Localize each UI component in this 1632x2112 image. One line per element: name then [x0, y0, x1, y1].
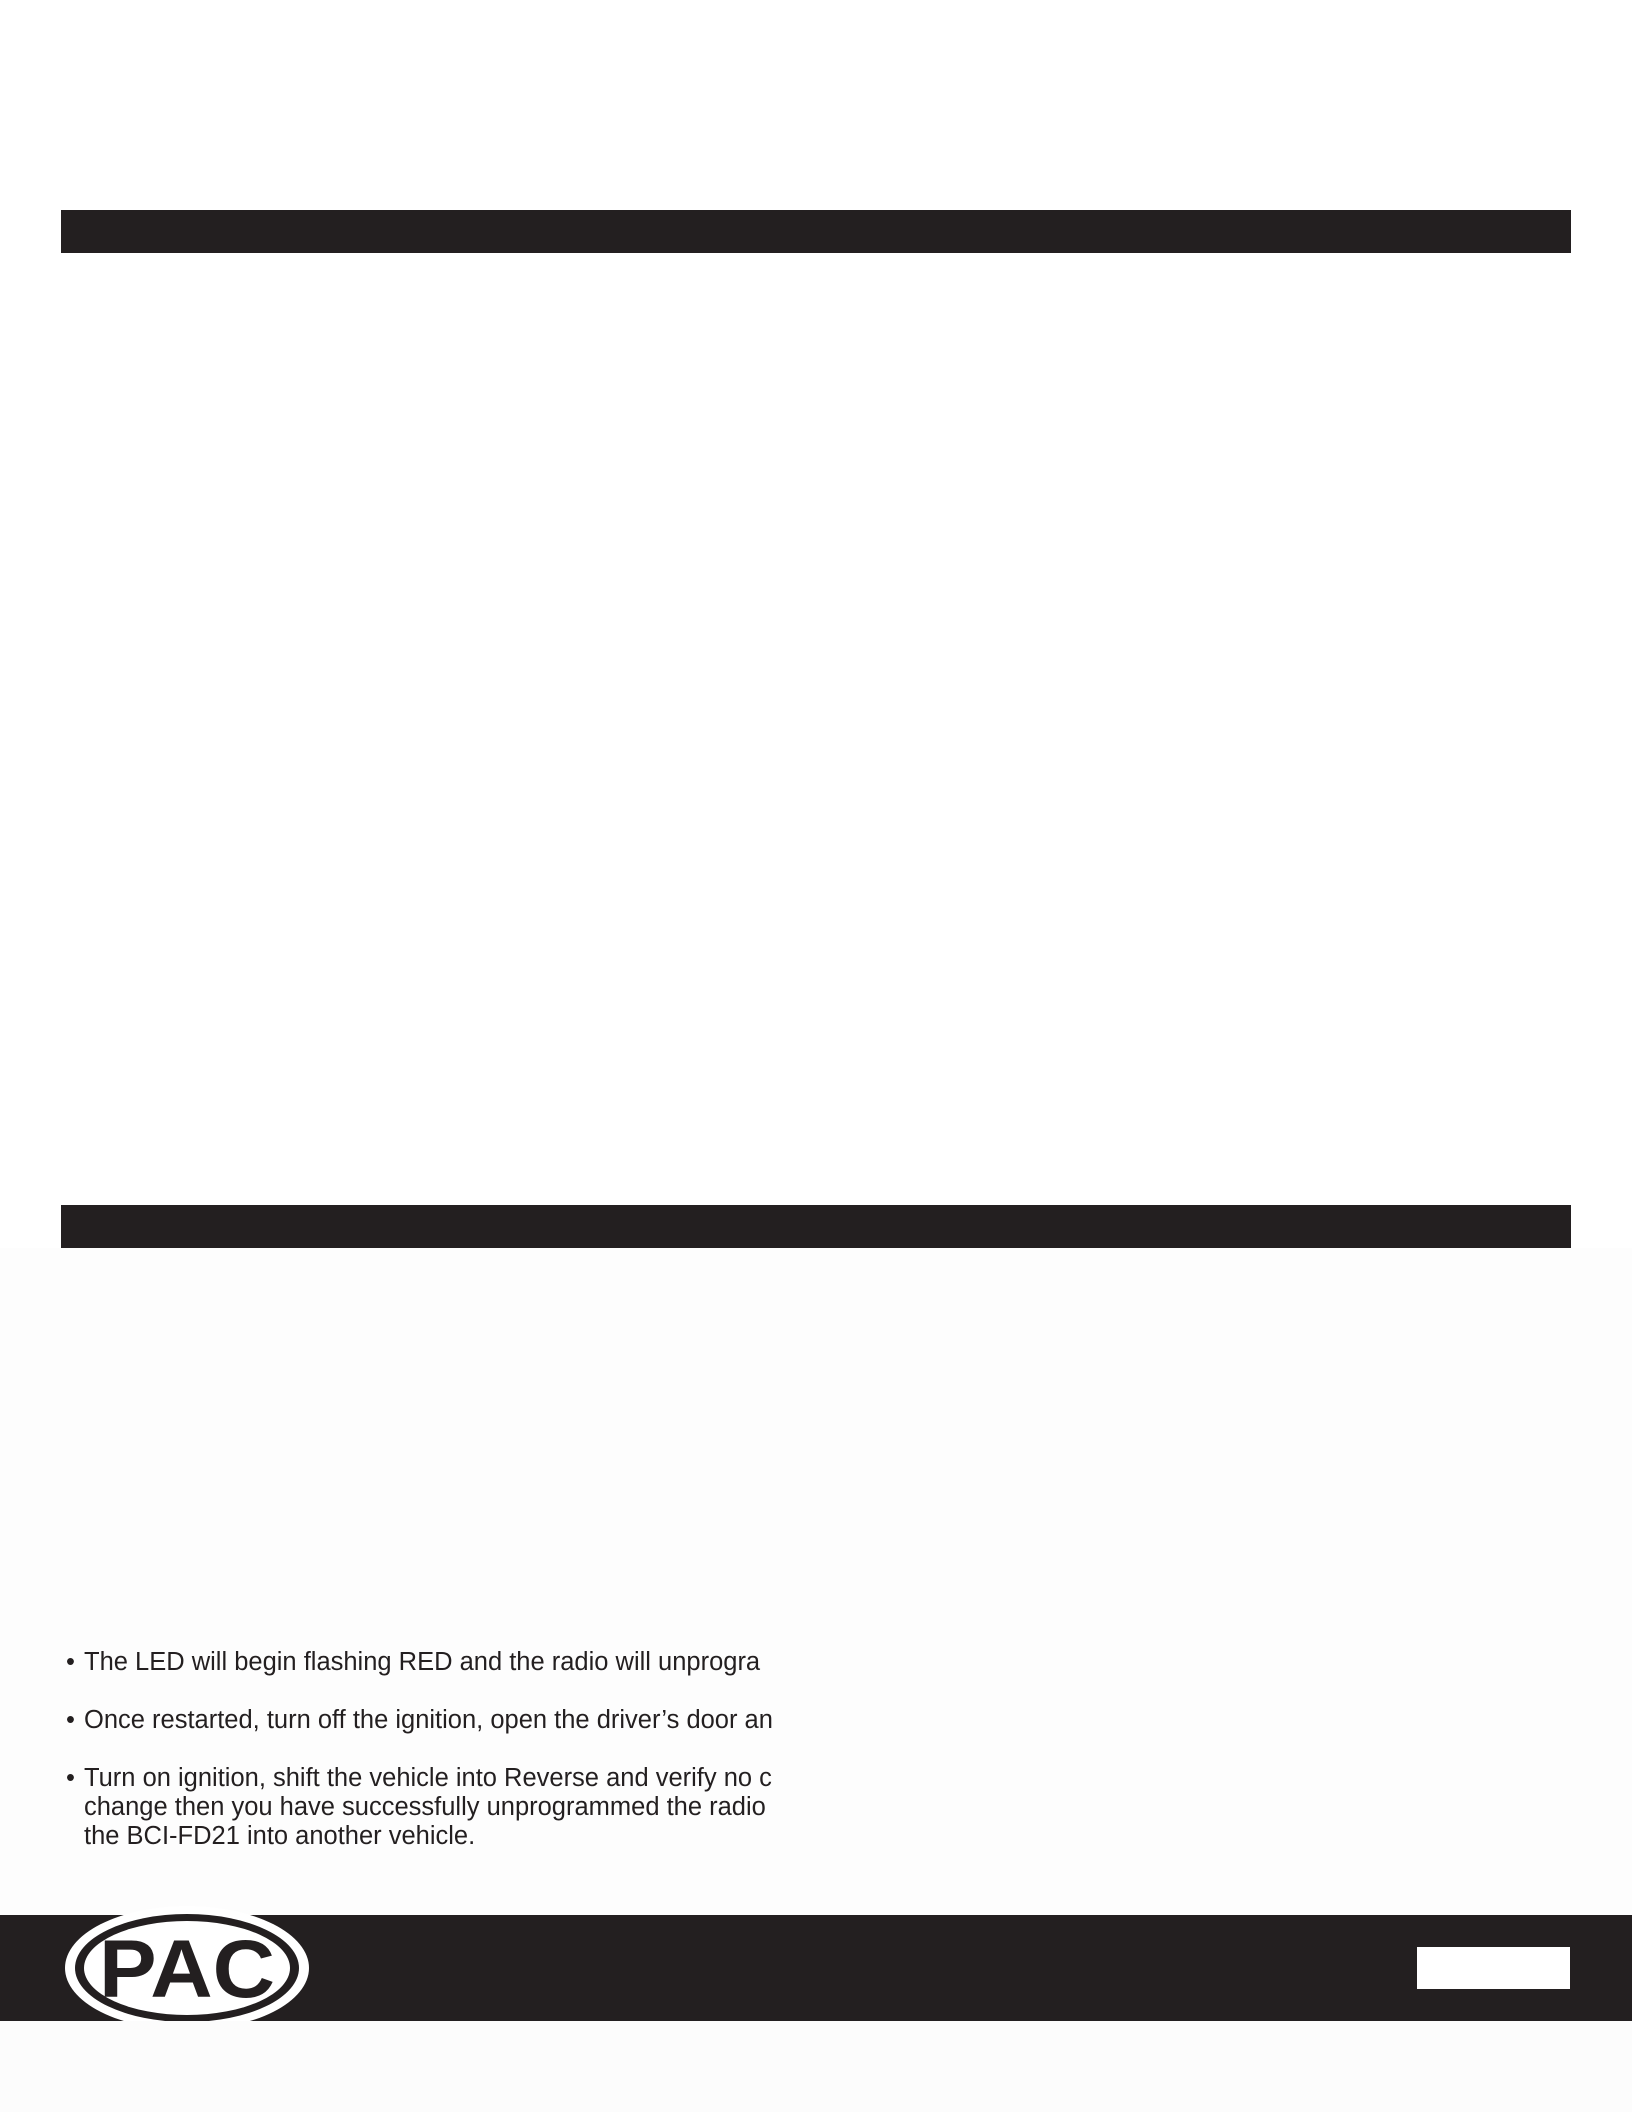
bullet-text-line: The LED will begin flashing RED and the radio will unprogra [84, 1648, 761, 1676]
section-header-bar-middle [61, 1205, 1571, 1248]
bullet-text-line: Turn on ignition, shift the vehicle into Reverse and verify no c [84, 1764, 772, 1792]
pac-logo [62, 1903, 312, 2033]
instruction-bullet-list [66, 1648, 806, 1880]
bullet-dot: • [66, 1764, 75, 1792]
instruction-bullet [66, 1764, 806, 1851]
instruction-bullet [66, 1648, 806, 1677]
bullet-text-line: change then you have successfully unprogrammed the radio [84, 1793, 766, 1821]
page-bottom-margin [0, 2021, 1632, 2112]
instruction-bullet [66, 1706, 806, 1735]
bullet-text-line: Once restarted, turn off the ignition, open the driver’s door an [84, 1706, 773, 1734]
logo-text: PAC [99, 1924, 275, 2015]
bullet-dot: • [66, 1706, 75, 1734]
page-number-box [1417, 1947, 1570, 1989]
bullet-dot: • [66, 1648, 75, 1676]
bullet-text-line: the BCI-FD21 into another vehicle. [84, 1822, 476, 1850]
section-header-bar-top [61, 210, 1571, 253]
